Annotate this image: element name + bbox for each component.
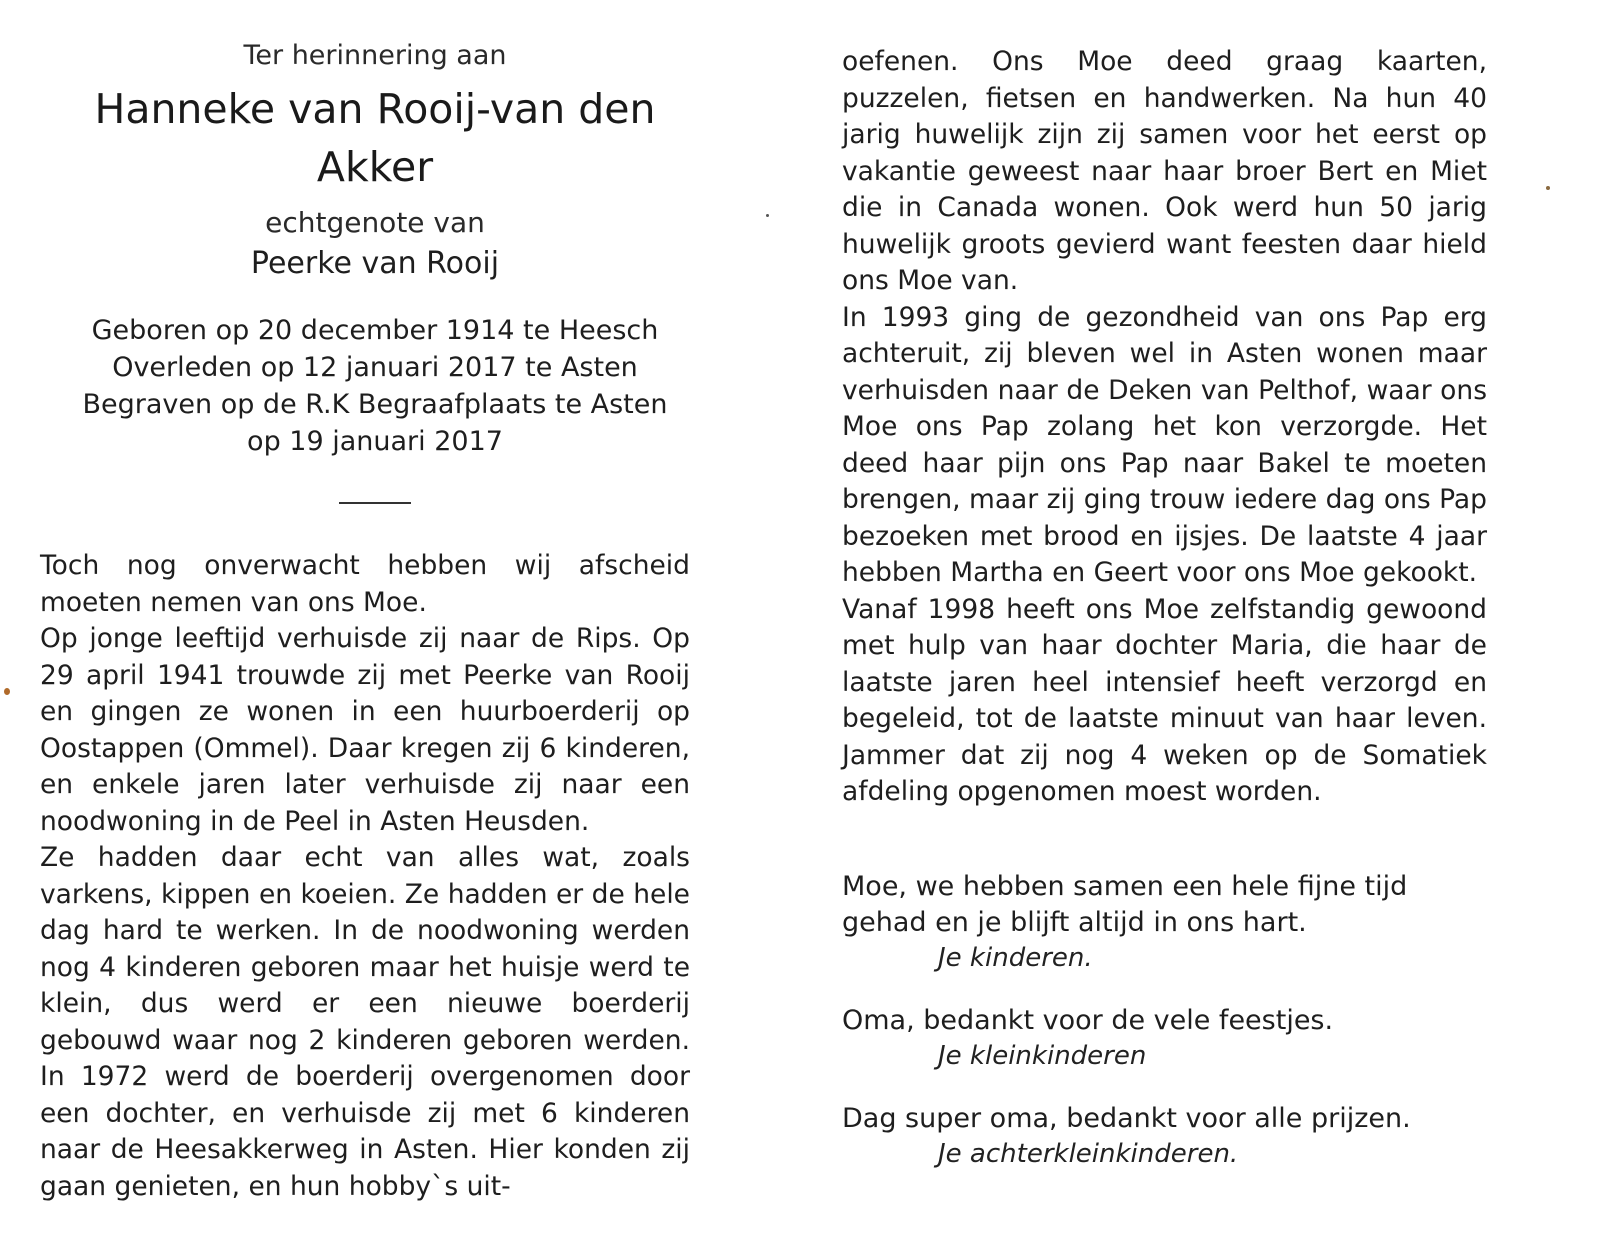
body-paragraph: Op jonge leeftijd verhuisde zij naar de Rips. Op 29 april 1941 trouwde zij met Peerke van Rooij en gingen ze wonen in een huurboerderij op Oostappen (Ommel). Daar kregen zij 6 kinderen, en enkele jaren later verhuisde zij naar een noodwoning in de Peel in Asten Heusden.: [40, 623, 690, 837]
farewell-message-great-grandchildren: Dag super oma, bedankt voor alle prijzen.: [842, 1102, 1411, 1134]
left-column: [40, 38, 710, 1205]
farewell-message-grandchildren: Oma, bedankt voor de vele feestjes.: [842, 1004, 1334, 1036]
birth-line: Geboren op 20 december 1914 te Heesch: [91, 315, 659, 346]
burial-date-line: op 19 januari 2017: [247, 426, 503, 457]
card-header: [40, 38, 710, 504]
right-column: [842, 44, 1492, 1199]
scan-speck: [1546, 186, 1550, 190]
divider-rule: [339, 502, 411, 504]
death-line: Overleden op 12 januari 2017 te Asten: [112, 352, 638, 383]
body-paragraph: Vanaf 1998 heeft ons Moe zelfstandig gewoond met hulp van haar dochter Maria, die haar de laatste jaren heel intensief heeft verzorgd en begeleid, tot de laatste minuut van haar leven. Jammer dat zij nog 4 weken op de Somatiek afdeling opgenomen moest worden.: [842, 593, 1487, 807]
scan-speck: [4, 688, 10, 695]
right-body-text: [842, 44, 1492, 811]
farewell-message-children: Moe, we hebben samen een hele fijne tijd gehad en je blijft altijd in ons hart.: [842, 870, 1408, 938]
signature-grandchildren: Je kleinkinderen: [938, 1040, 1147, 1071]
farewell-section: [842, 869, 1492, 1171]
scan-speck: [766, 214, 769, 217]
signature-children: Je kinderen.: [938, 942, 1093, 973]
body-paragraph: oefenen. Ons Moe deed graag kaarten, puzzelen, fietsen en handwerken. Na hun 40 jarig huwelijk zijn zij samen voor het eerst op vakantie geweest naar haar broer Bert en Miet die in Canada wonen. Ook werd hun 50 jarig huwelijk groots gevierd want feesten daar hield ons Moe van.: [842, 46, 1487, 296]
intro-text: Ter herinnering aan: [243, 40, 507, 71]
burial-line: Begraven op de R.K Begraafplaats te Asten: [82, 389, 668, 420]
spouse-name: Peerke van Rooij: [250, 246, 500, 281]
spouse-label: echtgenote van: [265, 206, 485, 239]
deceased-name: Hanneke van Rooij-van den Akker: [94, 85, 656, 191]
signature-great-grandchildren: Je achterkleinkinderen.: [938, 1138, 1239, 1169]
left-body-text: [40, 548, 710, 1205]
body-paragraph: Toch nog onverwacht hebben wij afscheid moeten nemen van ons Moe.: [40, 550, 690, 618]
body-paragraph: Ze hadden daar echt van alles wat, zoals varkens, kippen en koeien. Ze hadden er de hele dag hard te werken. In de noodwoning werden nog 4 kinderen geboren maar het huisje werd te klein, dus werd er een nieuwe boerderij gebouwd waar nog 2 kinderen geboren werden. In 1972 werd de boerderij overgenomen door een dochter, en verhuisde zij met 6 kinderen naar de Heesakkerweg in Asten. Hier konden zij gaan genieten, en hun hobby`s uit-: [40, 842, 690, 1202]
body-paragraph: In 1993 ging de gezondheid van ons Pap erg achteruit, zij bleven wel in Asten wonen maar verhuisden naar de Deken van Pelthof, waar ons Moe ons Pap zolang het kon verzorgde. Het deed haar pijn ons Pap naar Bakel te moeten brengen, maar zij ging trouw iedere dag ons Pap bezoeken met brood en ijsjes. De laatste 4 jaar hebben Martha en Geert voor ons Moe gekookt.: [842, 301, 1487, 588]
